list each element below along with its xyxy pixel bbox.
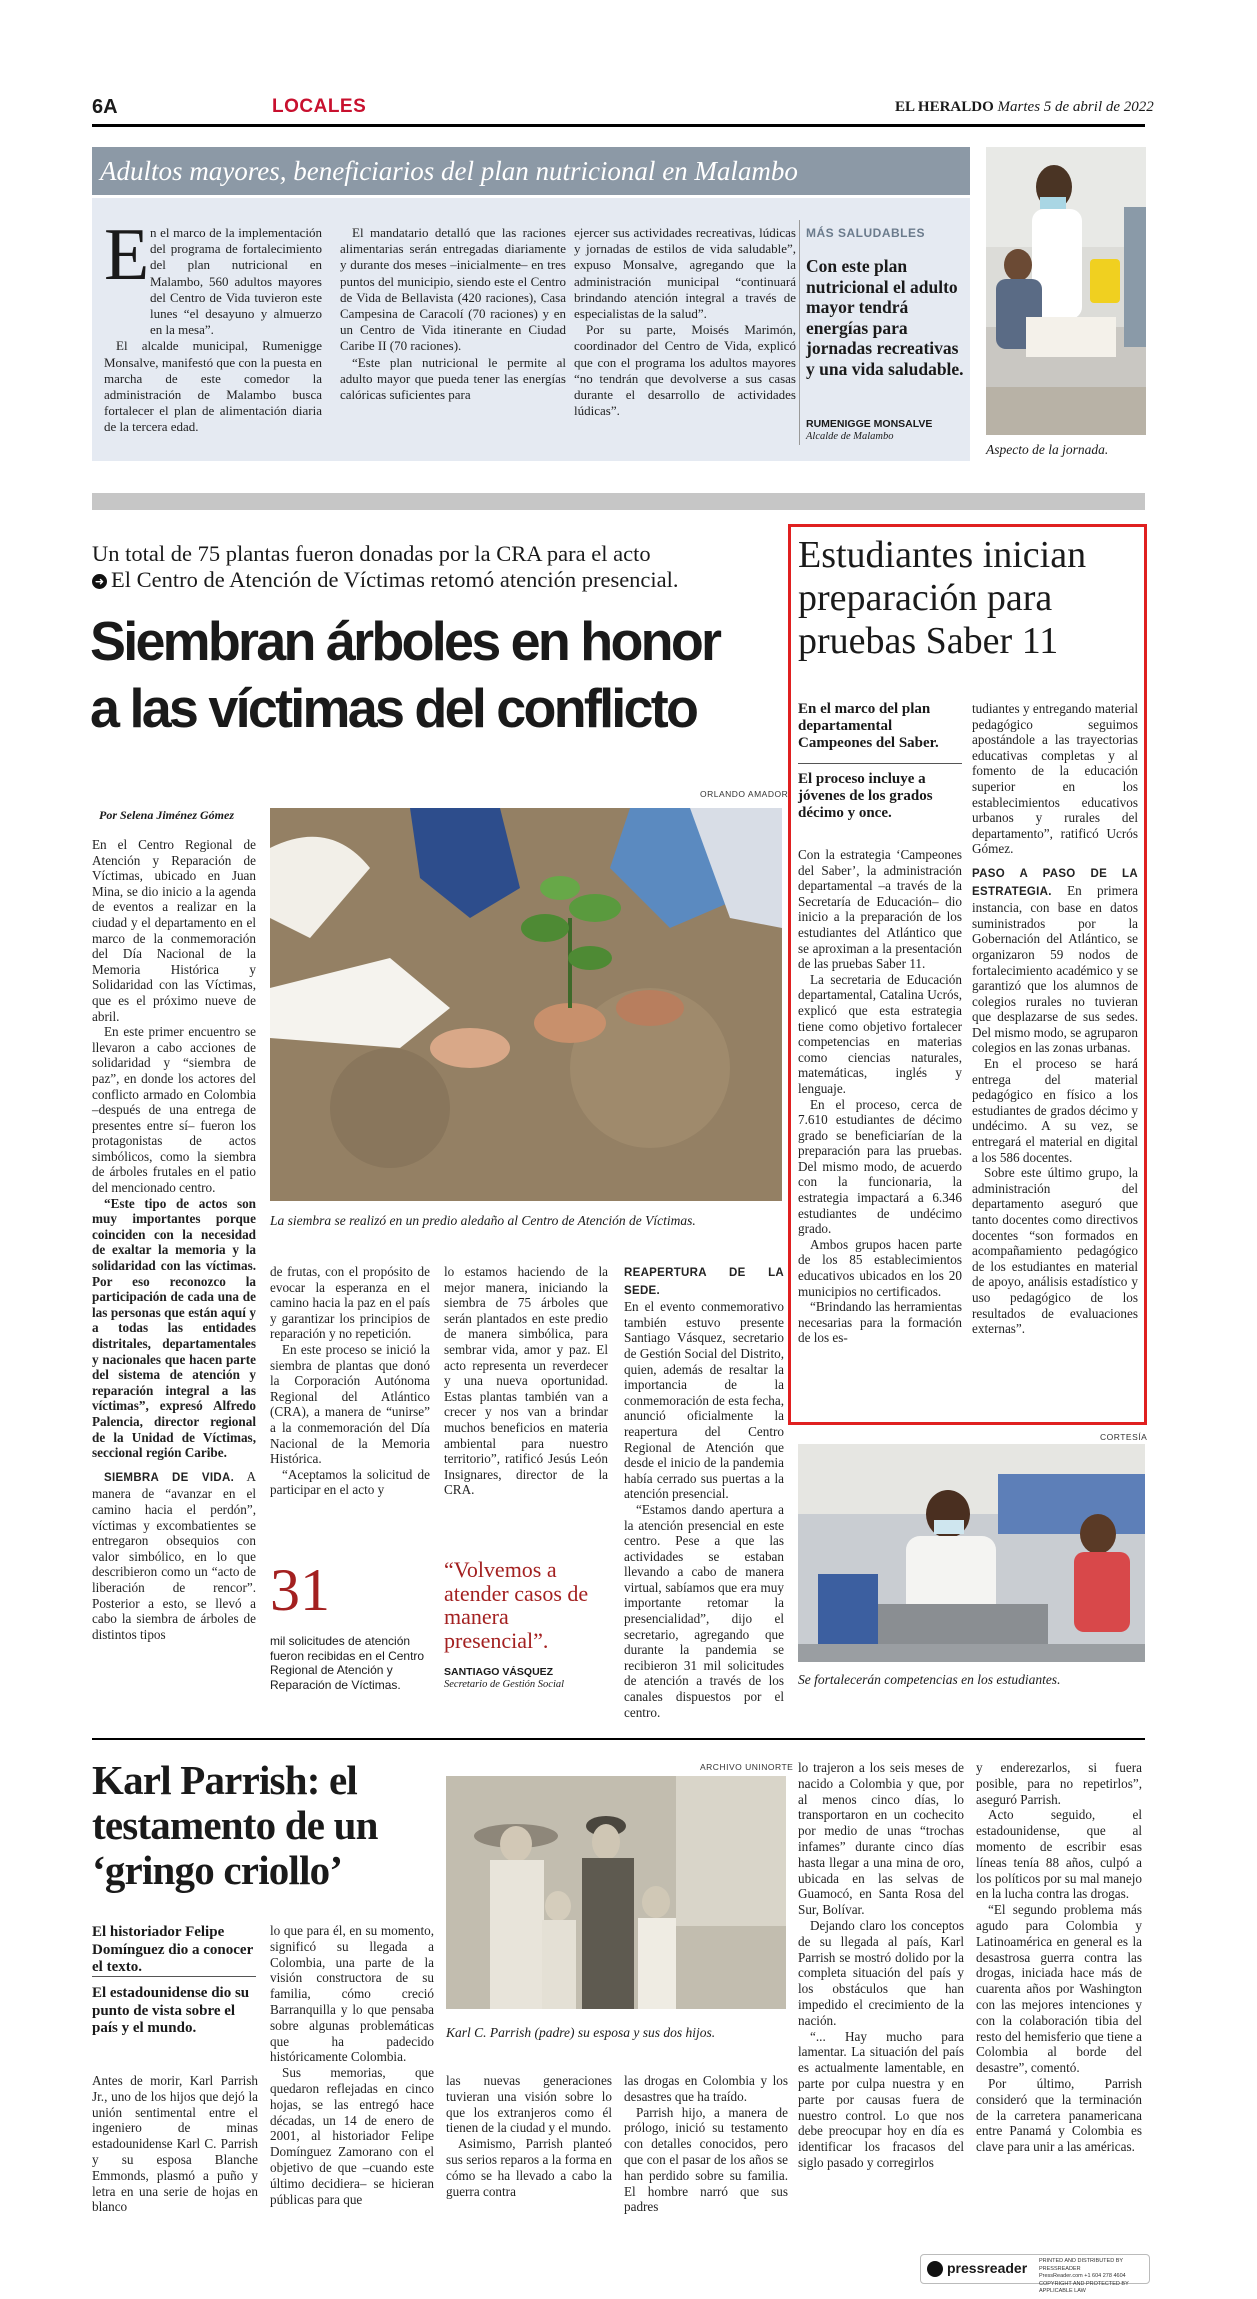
parrish-col-6: y enderezarlos, si fuera posible, para no repetirlos”, aseguró Parrish. Acto seguido, el estadounidense, que al momento de escribir esas líneas tenía 88 años, culpó a los políticos por su mal manejo en la lucha contra las drogas. “El segundo problema más agudo para Colombia y Latinoamérica en general es la desastrosa guerra contra las drogas, iniciada hace más de cuarenta años por Washington con las mejores intenciones y con la colaboración tibia del resto del hemisferio que tiene a Colombia al borde del desastre”, comentó. Por último, Parrish consideró que la terminación de la carretera panamericana entre Panamá y Colombia es clave para unir a las américas. — [976, 1760, 1142, 2155]
siembra-pull-role: Secretario de Gestión Social — [444, 1679, 565, 1690]
malambo-col-2: El mandatario detalló que las raciones alimentarias serán entregadas diariamente y durante dos meses –inicialmente– en tres puntos del municipio, siendo este el Centro de Vida de Bellavista (420 raciones), Casa Campesina de Caracolí (70 raciones) y en un Centro de Vida itinerante en Ciudad Caribe II (70 raciones). “Este plan nutricional le permite al adulto mayor que pueda tener las energías calóricas suficientes para — [340, 225, 566, 403]
arrow-circle-icon: ➜ — [92, 574, 107, 589]
parrish-headline: Karl Parrish: el testamento de un ‘gringo criollo’ — [92, 1757, 378, 1893]
parrish-top-rule — [92, 1738, 1145, 1740]
siembra-col-1: En el Centro Regional de Atención y Reparación de Víctimas, ubicado en Juan Mina, se dio inicio a la agenda de eventos a realizar en la ciudad y el departamento en el marco de la conmemoración del Día Nacional de la Memoria Histórica y Solidaridad con las Víctimas, que es el próximo nueve de abril. En este primer encuentro se llevaron a cabo acciones de solidaridad y “siembra de paz”, en donde los actores del conflicto armado en Colombia –después de una entrega de presentes entre sí– fueron los protagonistas de actos simbólicos, como la siembra de árboles frutales en el patio del mencionado centro. “Este tipo de actos son muy importantes porque coinciden con la necesidad de exaltar la memoria y la solidaridad con las víctimas. Por eso reconozco la participación de cada una de las personas que están aquí y a todas las entidades distritales, departamentales y nacionales que hacen parte del sistema de atención y reparación integral a las víctimas”, expresó Alfredo Palencia, director regional de la Unidad de Víctimas, seccional región Caribe. SIEMBRA DE VIDA. A manera de “avanzar en el camino hacia el perdón”, víctimas y excombatientes se entregaron obsequios con valor simbólico, en lo que describieron como un “acto de liberación de rencor”. Posterior a esto, se llevó a cabo la siembra de árboles de distintos tipos — [92, 837, 256, 1642]
pressreader-fine-print: PRINTED AND DISTRIBUTED BY PRESSREADER PressReader.com +1 604 278 4604 COPYRIGHT AND PROTECTED BY APPLICABLE LAW — [1039, 2258, 1129, 2294]
siembra-stat-text: mil solicitudes de atención fueron recibidas en el Centro Regional de Atención y Reparación de Víctimas. — [270, 1634, 425, 1692]
malambo-quote-name: RUMENIGGE MONSALVE — [806, 418, 933, 430]
siembra-pull-name: SANTIAGO VÁSQUEZ — [444, 1666, 554, 1678]
siembra-byline: Por Selena Jiménez Gómez — [99, 808, 234, 822]
parrish-photo-credit: ARCHIVO UNINORTE — [700, 1762, 794, 1772]
malambo-photo-caption: Aspecto de la jornada. — [986, 442, 1109, 457]
malambo-col-3: ejercer sus actividades recreativas, lúdicas y jornadas de estilos de vida saludable”, expuso Monsalve, agregando que la administración municipal “continuará brindando atención integral a través de especialistas de la salud”. Por su parte, Moisés Marimón, coordinador del Centro de Vida, explicó que con el programa los adultos mayores “no tendrán que devolverse a sus casas durante el desarrollo de actividades lúdicas”. — [574, 225, 796, 419]
parrish-photo — [446, 1776, 786, 2009]
malambo-banner — [92, 147, 970, 195]
section-label: LOCALES — [272, 96, 367, 117]
malambo-quote-role: Alcalde de Malambo — [806, 431, 894, 442]
siembra-deck-2 — [92, 567, 679, 593]
siembra-photo-credit: ORLANDO AMADOR — [700, 789, 789, 799]
parrish-col-2: lo que para él, en su momento, significó su llegada a Colombia, una parte de la visión constructora de su familia, cómo creció Barranquilla y lo que pensaba sobre algunas problemáticas que ha padecido históricamente Colombia. Sus memorias, que quedaron reflejadas en cinco hojas, se las entregó hace décadas, un 14 de enero de 2001, al historiador Felipe Domínguez Zamorano con el objetivo de que –cuando este último decidiera– se hicieran públicas para que — [270, 1923, 434, 2207]
saber-photo — [798, 1444, 1145, 1662]
malambo-quote: Con este plan nutricional el adulto mayor tendrá energías para jornadas recreativas y una vida saludable. — [806, 256, 964, 379]
parrish-col-1: Antes de morir, Karl Parrish Jr., uno de los hijos que dejó la unión sentimental entre el ingeniero de minas estadounidense Karl C. Parrish y su esposa Blanche Emmonds, plasmó a puño y letra en una serie de hojas en blanco — [92, 2073, 258, 2215]
paper-date: Martes 5 de abril de 2022 — [997, 99, 1154, 115]
malambo-photo — [986, 147, 1146, 435]
pressreader-logo-icon — [927, 2261, 943, 2277]
saber-photo-credit: CORTESÍA — [1100, 1432, 1148, 1442]
siembra-deck-1: Un total de 75 plantas fueron donadas por la CRA para el acto — [92, 541, 651, 566]
paper-name — [895, 99, 1154, 116]
siembra-col-2: de frutas, con el propósito de evocar la esperanza en el camino hacia la paz en el país y garantizar los principios de reparación y no repetición. En este proceso se inició la siembra de plantas que donó la Corporación Autónoma Regional del Atlántico (CRA), a manera de “unirse” a la conmemoración del Día Nacional de la Memoria Histórica. “Aceptamos la solicitud de participar en el acto y — [270, 1264, 430, 1498]
pressreader-brand: pressreader — [947, 2260, 1028, 2276]
saber-headline: Estudiantes inician preparación para pruebas Saber 11 — [798, 534, 1087, 662]
parrish-col-4: las drogas en Colombia y los desastres que ha traído. Parrish hijo, a manera de prólogo, inició su testamento con detalles conocidos, pero que con el pasar de los años se han perdido sobre su familia. El hombre narró que sus padres — [624, 2073, 788, 2215]
malambo-quote-kicker: MÁS SALUDABLES — [806, 226, 926, 240]
parrish-summary-divider — [92, 1976, 256, 1977]
siembra-pull-quote: “Volvemos a atender casos de manera presencial”. — [444, 1557, 589, 1653]
siembra-col-4: REAPERTURA DE LA SEDE. En el evento conmemorativo también estuvo presente Santiago Vásquez, secretario de Gestión Social del Distrito, quien, además de resaltar la importancia de la conmemoración de esta fecha, anunció oficialmente la reapertura del Centro Regional de Atención que desde el inicio de la pandemia había cerrado sus puertas a la atención presencial. “Estamos dando apertura a la atención presencial en este centro. Pese a que las actividades se estaban llevando a cabo de manera virtual, sabíamos que era muy importante retomar la presencialidad”, dijo el secretario, agregando que durante la pandemia se recibieron 31 mil solicitudes de atención a través de los canales dispuestos por el centro. — [624, 1267, 784, 1720]
malambo-col-1: n el marco de la implementación del programa de fortalecimiento del plan nutricional en Malambo, 560 adultos mayores del Centro de Vida tuvieron este lunes “el desayuno y almuerzo en la mesa”. El alcalde municipal, Rumenigge Monsalve, manifestó que con la puesta en marcha de este comedor la administración de Malambo busca fortalecer el plan de alimentación diaria de la tercera edad. — [104, 225, 322, 435]
siembra-col-3: lo estamos haciendo de la mejor manera, iniciando la siembra de 75 árboles que serán plantados en este predio de manera simbólica, para sembrar vida, amor y paz. El acto representa un reverdecer y una nueva oportunidad. Estas plantas también van a crecer y nos van a brindar muchos beneficios en materia ambiental para nuestro territorio”, ratificó Jesús León Insignares, director de la CRA. — [444, 1264, 608, 1498]
siembra-deck-2-text: El Centro de Atención de Víctimas retomó atención presencial. — [111, 567, 679, 592]
malambo-quote-divider — [799, 220, 800, 445]
pressreader-badge[interactable] — [920, 2254, 1150, 2294]
section-band — [92, 493, 1145, 510]
paper-title: EL HERALDO — [895, 99, 994, 115]
saber-photo-caption: Se fortalecerán competencias en los estudiantes. — [798, 1672, 1061, 1687]
parrish-photo-caption: Karl C. Parrish (padre) su esposa y sus dos hijos. — [446, 2025, 716, 2040]
saber-col-1: Con la estrategia ‘Campeones del Saber’, la administración departamental –a través de la Secretaría de Educación– dio inicio a la preparación de los estudiantes del Atlántico que se aproximan a la presentación de las pruebas Saber 11. La secretaria de Educación departamental, Catalina Ucrós, explicó que esta estrategia tiene como objetivo fortalecer competencias en materias como ciencias naturales, matemáticas, inglés y lenguaje. En el proceso, cerca de 7.610 estudiantes de décimo grado se beneficiarían de la preparación para las pruebas. Del mismo modo, de acuerdo con la funcionaria, la estrategia impactará a 6.346 estudiantes de undécimo grado. Ambos grupos hacen parte de los 85 establecimientos educativos ubicados en los 20 municipios no certificados. “Brindando las herramientas necesarias para la formación de los es- — [798, 847, 962, 1346]
parrish-col-5: lo trajeron a los seis meses de nacido a Colombia y que, por al menos cinco días, lo transportaron en un cochecito por medio de unas “trochas infames” durante cinco días hasta llegar a una mina de oro, ubicada en las selvas de Guamocó, en Santa Rosa del Sur, Bolívar. Dejando claro los conceptos de su llegada al país, Karl Parrish se mostró dolido por la completa situación del país y los obstáculos que han impedido el crecimiento de la nación. “... Hay mucho para lamentar. La situación del país es actualmente lamentable, en parte por culpa nuestra y en parte por causas fuera de nuestro control. Lo que nos debe preocupar hoy en día es identificar los fracasos del siglo pasado y corregirlos — [798, 1760, 964, 2170]
siembra-photo-caption: La siembra se realizó en un predio aledaño al Centro de Atención de Víctimas. — [270, 1213, 696, 1228]
saber-col-2: tudiantes y entregando material pedagógico seguimos apostándole a las trayectorias educativas completas y al fomento de la educación superior en los establecimientos educativos urbanos y rurales del departamento”, ratificó Ucrós Gómez. PASO A PASO DE LA ESTRATEGIA. En primera instancia, con base en datos suministrados por la Gobernación del Atlántico, se organizaron 59 nodos de fortalecimiento académico y se garantizó que los alumnos de colegios rurales no tuvieran que desplazarse de sus sedes. Del mismo modo, se agruparon colegios en las zonas urbanas. En el proceso se hará entrega del material pedagógico en físico a los estudiantes de grados décimo y undécimo. A su vez, se entregará el material en digital a los 586 docentes. Sobre este último grupo, la administración del departamento aseguró que tanto docentes como directivos docentes “son formados en acompañamiento pedagógico de los estudiantes en material de apoyo, análisis estadístico y uso pedagógico de los resultados de evaluaciones externas”. — [972, 701, 1139, 1337]
siembra-headline — [90, 608, 719, 742]
saber-summary-divider — [798, 763, 962, 764]
parrish-col-3: las nuevas generaciones tuvieran una visión sobre lo que los extranjeros como él tienen de la ciudad y el mundo. Asimismo, Parrish planteó sus serios reparos a la forma en cómo se ha llevado a cabo la guerra contra — [446, 2073, 612, 2199]
page-number: 6A — [92, 96, 118, 118]
saber-summary-2: El proceso incluye a jóvenes de los grados décimo y once. — [798, 771, 933, 821]
saber-summary-1: En el marco del plan departamental Campeones del Saber. — [798, 701, 939, 751]
siembra-headline-1: Siembran árboles en honor — [90, 610, 720, 672]
siembra-stat-number: 31 — [270, 1557, 330, 1623]
siembra-headline-2: a las víctimas del conflicto — [90, 677, 697, 739]
header-rule — [92, 124, 1145, 127]
parrish-summary-2: El estadounidense dio su punto de vista sobre el país y el mundo. — [92, 1985, 250, 2036]
malambo-dropcap: E — [104, 214, 150, 296]
parrish-summary-1: El historiador Felipe Domínguez dio a conocer el texto. — [92, 1924, 253, 1975]
siembra-photo — [270, 808, 782, 1201]
malambo-title: Adultos mayores, beneficiarios del plan nutricional en Malambo — [100, 156, 798, 186]
